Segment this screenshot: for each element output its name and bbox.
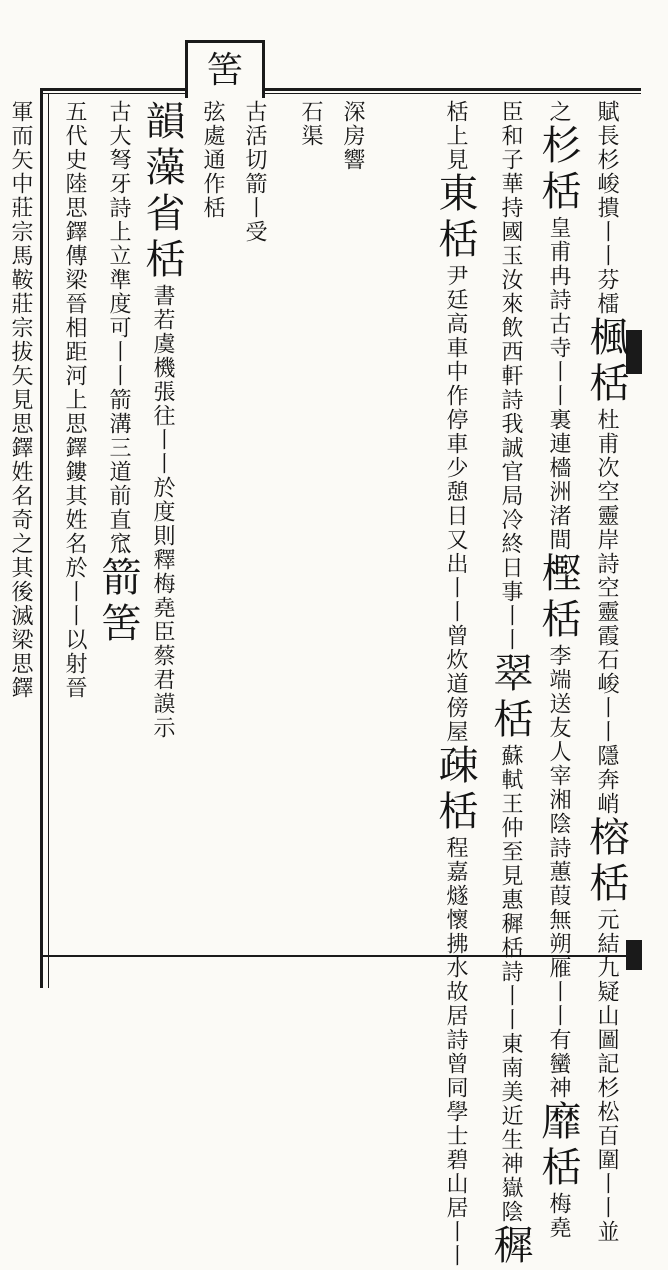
commentary-text: 軍而矢中莊宗馬鞍莊宗拔矢見思鐸姓名奇之其後滅梁思鐸 xyxy=(8,100,33,700)
commentary-text: 書若虞機張往丨丨於度則釋梅堯臣蔡君謨示 xyxy=(150,284,175,740)
text-column xyxy=(139,100,185,740)
commentary-text: 杜甫次空靈岸詩空靈霞石峻丨丨隱奔峭 xyxy=(594,408,619,816)
headword: 栝 xyxy=(583,862,629,908)
text-column xyxy=(535,100,581,1240)
text-column xyxy=(296,100,324,148)
header-tab-char: 筈 xyxy=(206,50,243,91)
commentary-text: 梅堯 xyxy=(546,1192,571,1240)
headword: 韻 xyxy=(139,100,185,146)
commentary-text: 尹廷高車中作停車少憩日又出丨丨曾炊道傍屋 xyxy=(443,264,468,744)
commentary-text: 臣和子華持國玉汝來飲西軒詩我誠官局冷終日事丨丨 xyxy=(498,100,523,652)
headword: 翠 xyxy=(487,652,533,698)
frame-left-inner-line xyxy=(48,93,49,988)
commentary-text: 弦處通作栝 xyxy=(200,100,225,220)
headword: 栝 xyxy=(535,1146,581,1192)
text-column xyxy=(338,100,366,172)
text-column xyxy=(198,100,226,220)
headword: 榕 xyxy=(583,816,629,862)
headword: 箭 xyxy=(95,556,141,602)
commentary-text: 見 xyxy=(443,148,468,172)
text-column xyxy=(487,100,533,1270)
text-column xyxy=(95,100,141,648)
commentary-text: 李端送友人宰湘陰詩蕙葭無朔雁丨丨有蠻神 xyxy=(546,644,571,1100)
headword: 藻 xyxy=(139,146,185,192)
text-column xyxy=(60,100,88,700)
text-column xyxy=(240,100,268,244)
right-edge-mark-lower xyxy=(626,940,642,970)
commentary-text: 之 xyxy=(546,100,571,124)
commentary-text: 古活切箭丨受 xyxy=(242,100,267,244)
frame-top-inner-line xyxy=(43,93,641,94)
commentary-text: 石渠 xyxy=(298,100,323,148)
headword: 疎 xyxy=(432,744,478,790)
commentary-text: 程嘉燧懷拂水故居詩曾同學士碧山居丨丨 xyxy=(443,836,468,1268)
headword: 栝 xyxy=(583,362,629,408)
header-tab xyxy=(185,40,265,98)
headword: 栝 xyxy=(139,238,185,284)
commentary-text: 深房響 xyxy=(340,100,365,172)
text-column xyxy=(6,100,34,700)
commentary-text: 賦長杉峻 xyxy=(594,100,619,196)
headword: 栝 xyxy=(535,170,581,216)
headword: 樫 xyxy=(535,552,581,598)
headword: 栝 xyxy=(432,790,478,836)
headword: 栝 xyxy=(487,698,533,744)
headword: 筈 xyxy=(95,602,141,648)
headword: 栝 xyxy=(535,598,581,644)
commentary-text: 五代史陸思鐸傳梁晉相距河上思鐸鏤其姓名於丨丨以射晉 xyxy=(62,100,87,700)
headword: 靡 xyxy=(535,1100,581,1146)
frame-left-line xyxy=(40,88,43,988)
commentary-text: 撌 xyxy=(594,196,619,220)
text-column xyxy=(432,100,478,1268)
frame-top-line xyxy=(43,88,641,91)
commentary-text: 丨丨芬檑 xyxy=(594,220,619,316)
commentary-text: 蘇軾王仲至見惠穉栝詩丨丨東南美近生神嶽陰 xyxy=(498,744,523,1224)
headword: 栝 xyxy=(432,218,478,264)
commentary-text: 栝上 xyxy=(443,100,468,148)
text-column xyxy=(583,100,629,1244)
headword: 楓 xyxy=(583,316,629,362)
commentary-text: 皇甫冉詩古寺丨丨裏連檣洲渚間 xyxy=(546,216,571,552)
commentary-text: 古大弩牙詩上立準度可丨丨箭溝三道前直窊 xyxy=(106,100,131,556)
headword: 省 xyxy=(139,192,185,238)
headword: 穉 xyxy=(487,1224,533,1270)
headword: 東 xyxy=(432,172,478,218)
headword: 杉 xyxy=(535,124,581,170)
commentary-text: 元結九疑山圖記杉松百圍丨丨並 xyxy=(594,908,619,1244)
